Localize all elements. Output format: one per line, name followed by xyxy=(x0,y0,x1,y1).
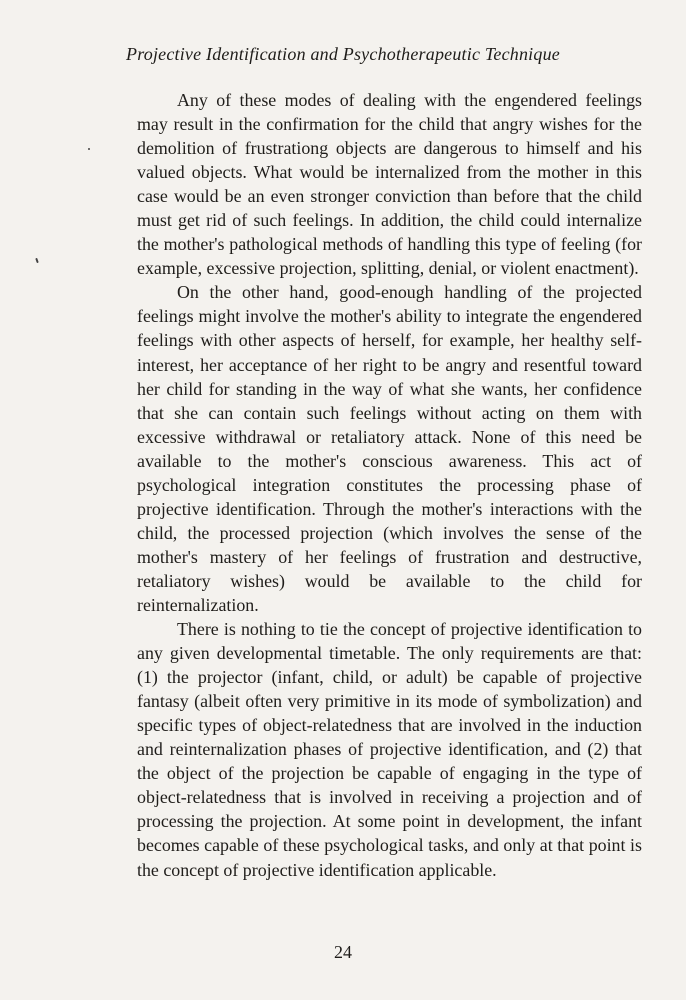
paragraph-1: Any of these modes of dealing with the engendered feelings may result in the confirmation for the child that angry wishes for the demolition of frustrationg objects are dangerous to himself and his valued objects. What would be internalized from the mother in this case would be an even stronger conviction than before that the child must get rid of such feelings. In addition, the child could internalize the mother's pathological methods of handling this type of feeling (for example, excessive projection, splitting, denial, or violent enactment). xyxy=(137,90,642,279)
paragraph-3: There is nothing to tie the concept of projective identification to any given developmental timetable. The only requirements are that: (1) the projector (infant, child, or adult) be capable of projective fantasy (albeit often very primitive in its mode of symbolization) and specific types of object-relatedness that are involved in the induction and reinternalization phases of projective identification, and (2) that the object of the projection be capable of engaging in the type of object-relatedness that is involved in receiving a projection and of processing the projection. At some point in development, the infant becomes capable of these psychological tasks, and only at that point is the concept of projective identification applicable. xyxy=(137,619,642,880)
running-head: Projective Identification and Psychotherapeutic Technique xyxy=(126,44,560,64)
print-speck xyxy=(35,258,39,263)
page-number: 24 xyxy=(334,942,352,962)
print-speck xyxy=(88,148,90,150)
paragraph-2: On the other hand, good-enough handling of the projected feelings might involve the mother's ability to integrate the engendered feelings with other aspects of herself, for example, her healthy self-interest, her acceptance of her right to be angry and resentful toward her child for standing in the way of what she wants, her confidence that she can contain such feelings without acting on them with excessive withdrawal or retaliatory attack. None of this need be available to the mother's conscious awareness. This act of psychological integration constitutes the processing phase of projective identification. Through the mother's interactions with the child, the processed projection (which involves the sense of the mother's mastery of her feelings of frustration and destructive, retaliatory wishes) would be available to the child for reinternalization. xyxy=(137,282,642,615)
body-text xyxy=(137,88,642,882)
